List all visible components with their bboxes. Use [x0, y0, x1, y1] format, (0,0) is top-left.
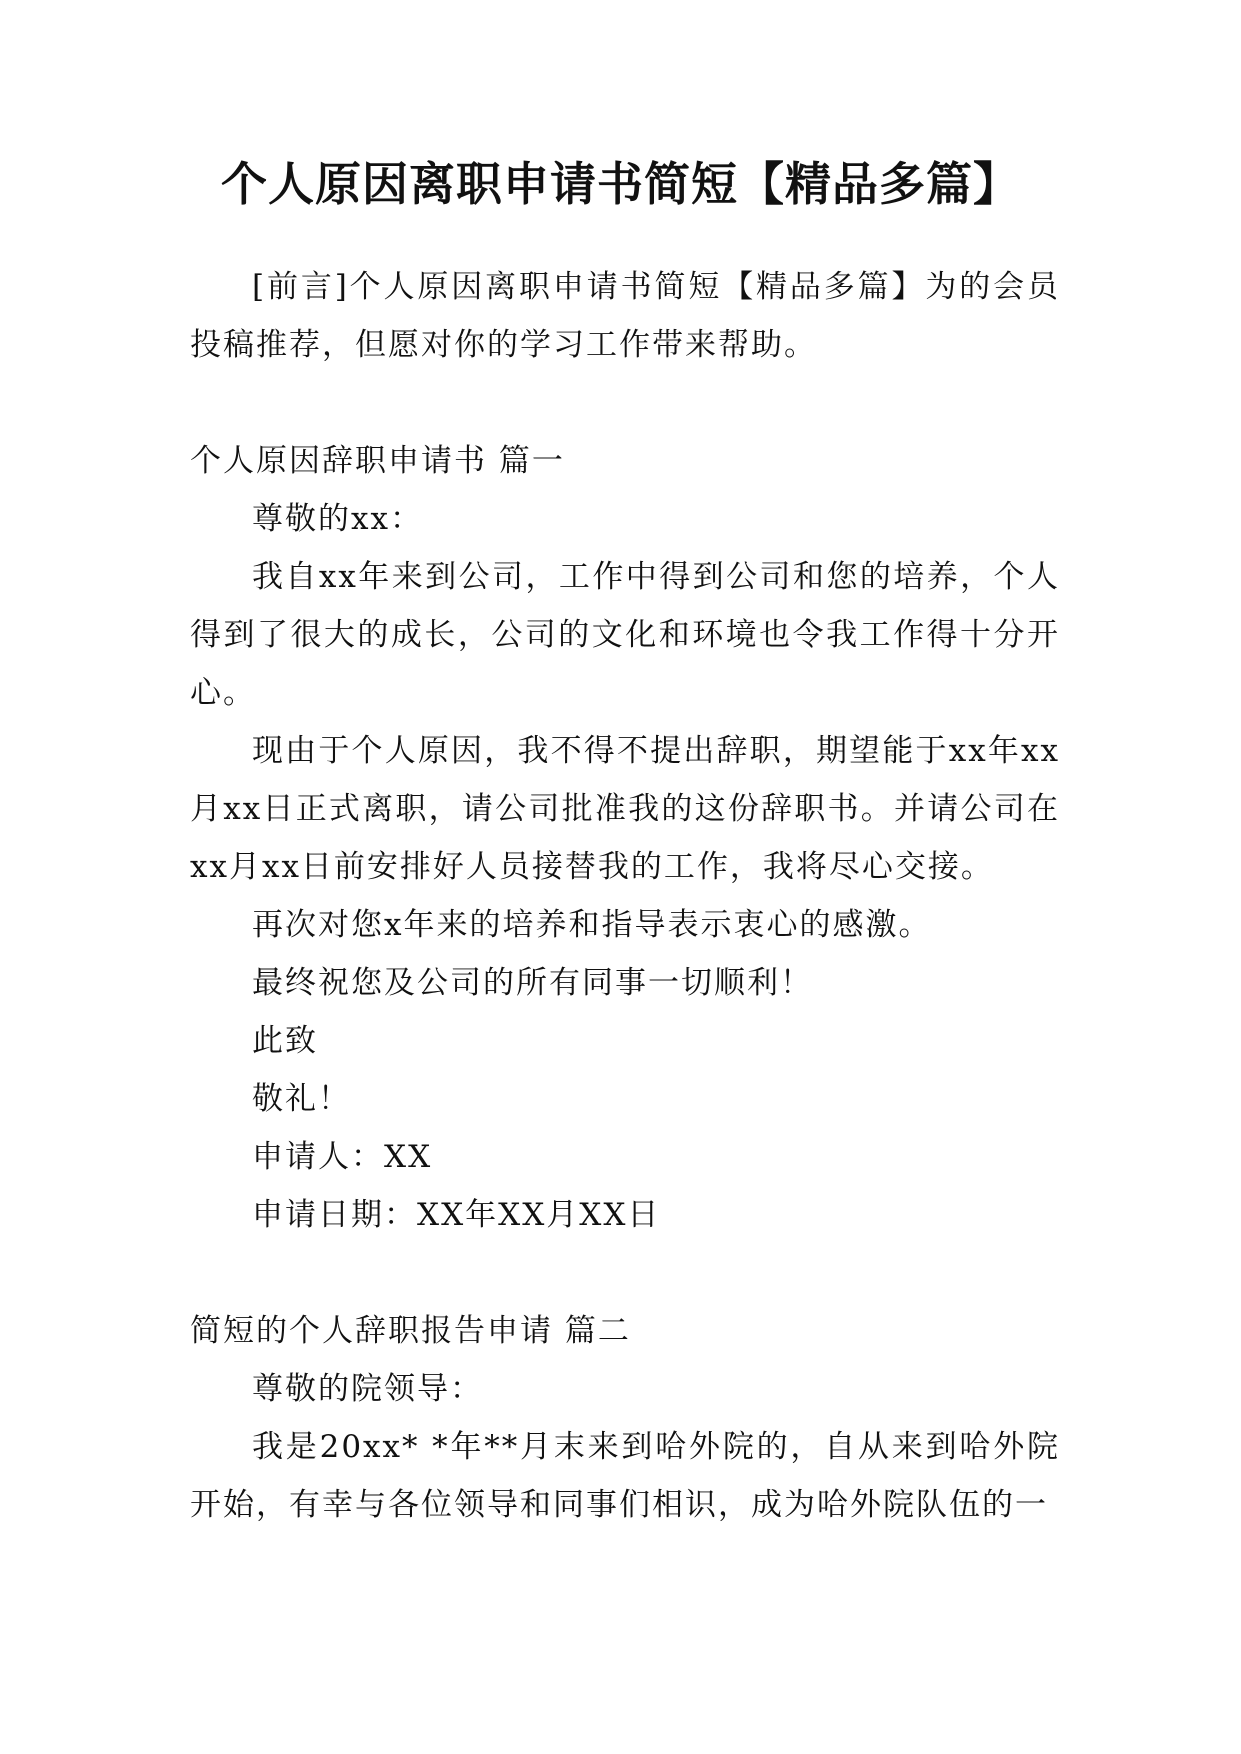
section-2-salutation: 尊敬的院领导： [252, 1371, 483, 1407]
section-2-paragraph-1: 我是20xx* *年**月末来到哈外院的，自从来到哈外院开始，有幸与各位领导和同事们相识，成为哈外院队伍的一 [190, 1429, 1060, 1523]
section-1-salutation: 尊敬的xx： [252, 501, 423, 537]
section-1-paragraph-3: 再次对您x年来的培养和指导表示衷心的感激。 [252, 907, 932, 943]
section-1-closing-1: 此致 [252, 1023, 318, 1059]
section-1-paragraph-1: 我自xx年来到公司，工作中得到公司和您的培养，个人得到了很大的成长，公司的文化和环境也令我工作得十分开心。 [190, 559, 1060, 711]
section-1-paragraph-4: 最终祝您及公司的所有同事一切顺利！ [252, 965, 813, 1001]
spacer [190, 374, 1060, 432]
preface-paragraph: [前言]个人原因离职申请书简短【精品多篇】为的会员投稿推荐，但愿对你的学习工作带来帮助。 [190, 269, 1060, 363]
section-1-applicant: 申请人：XX [252, 1139, 433, 1175]
document-title: 个人原因离职申请书简短【精品多篇】 [221, 157, 1020, 211]
spacer [190, 1244, 1060, 1302]
section-1-closing-2: 敬礼！ [252, 1081, 351, 1117]
section-1-date: 申请日期：XX年XX月XX日 [252, 1197, 661, 1233]
section-1-heading: 个人原因辞职申请书 篇一 [190, 443, 565, 479]
section-1-paragraph-2: 现由于个人原因，我不得不提出辞职，期望能于xx年xx月xx日正式离职，请公司批准我的这份辞职书。并请公司在xx月xx日前安排好人员接替我的工作，我将尽心交接。 [190, 733, 1060, 885]
document-body [190, 258, 1060, 1534]
section-2-heading: 简短的个人辞职报告申请 篇二 [190, 1313, 631, 1349]
